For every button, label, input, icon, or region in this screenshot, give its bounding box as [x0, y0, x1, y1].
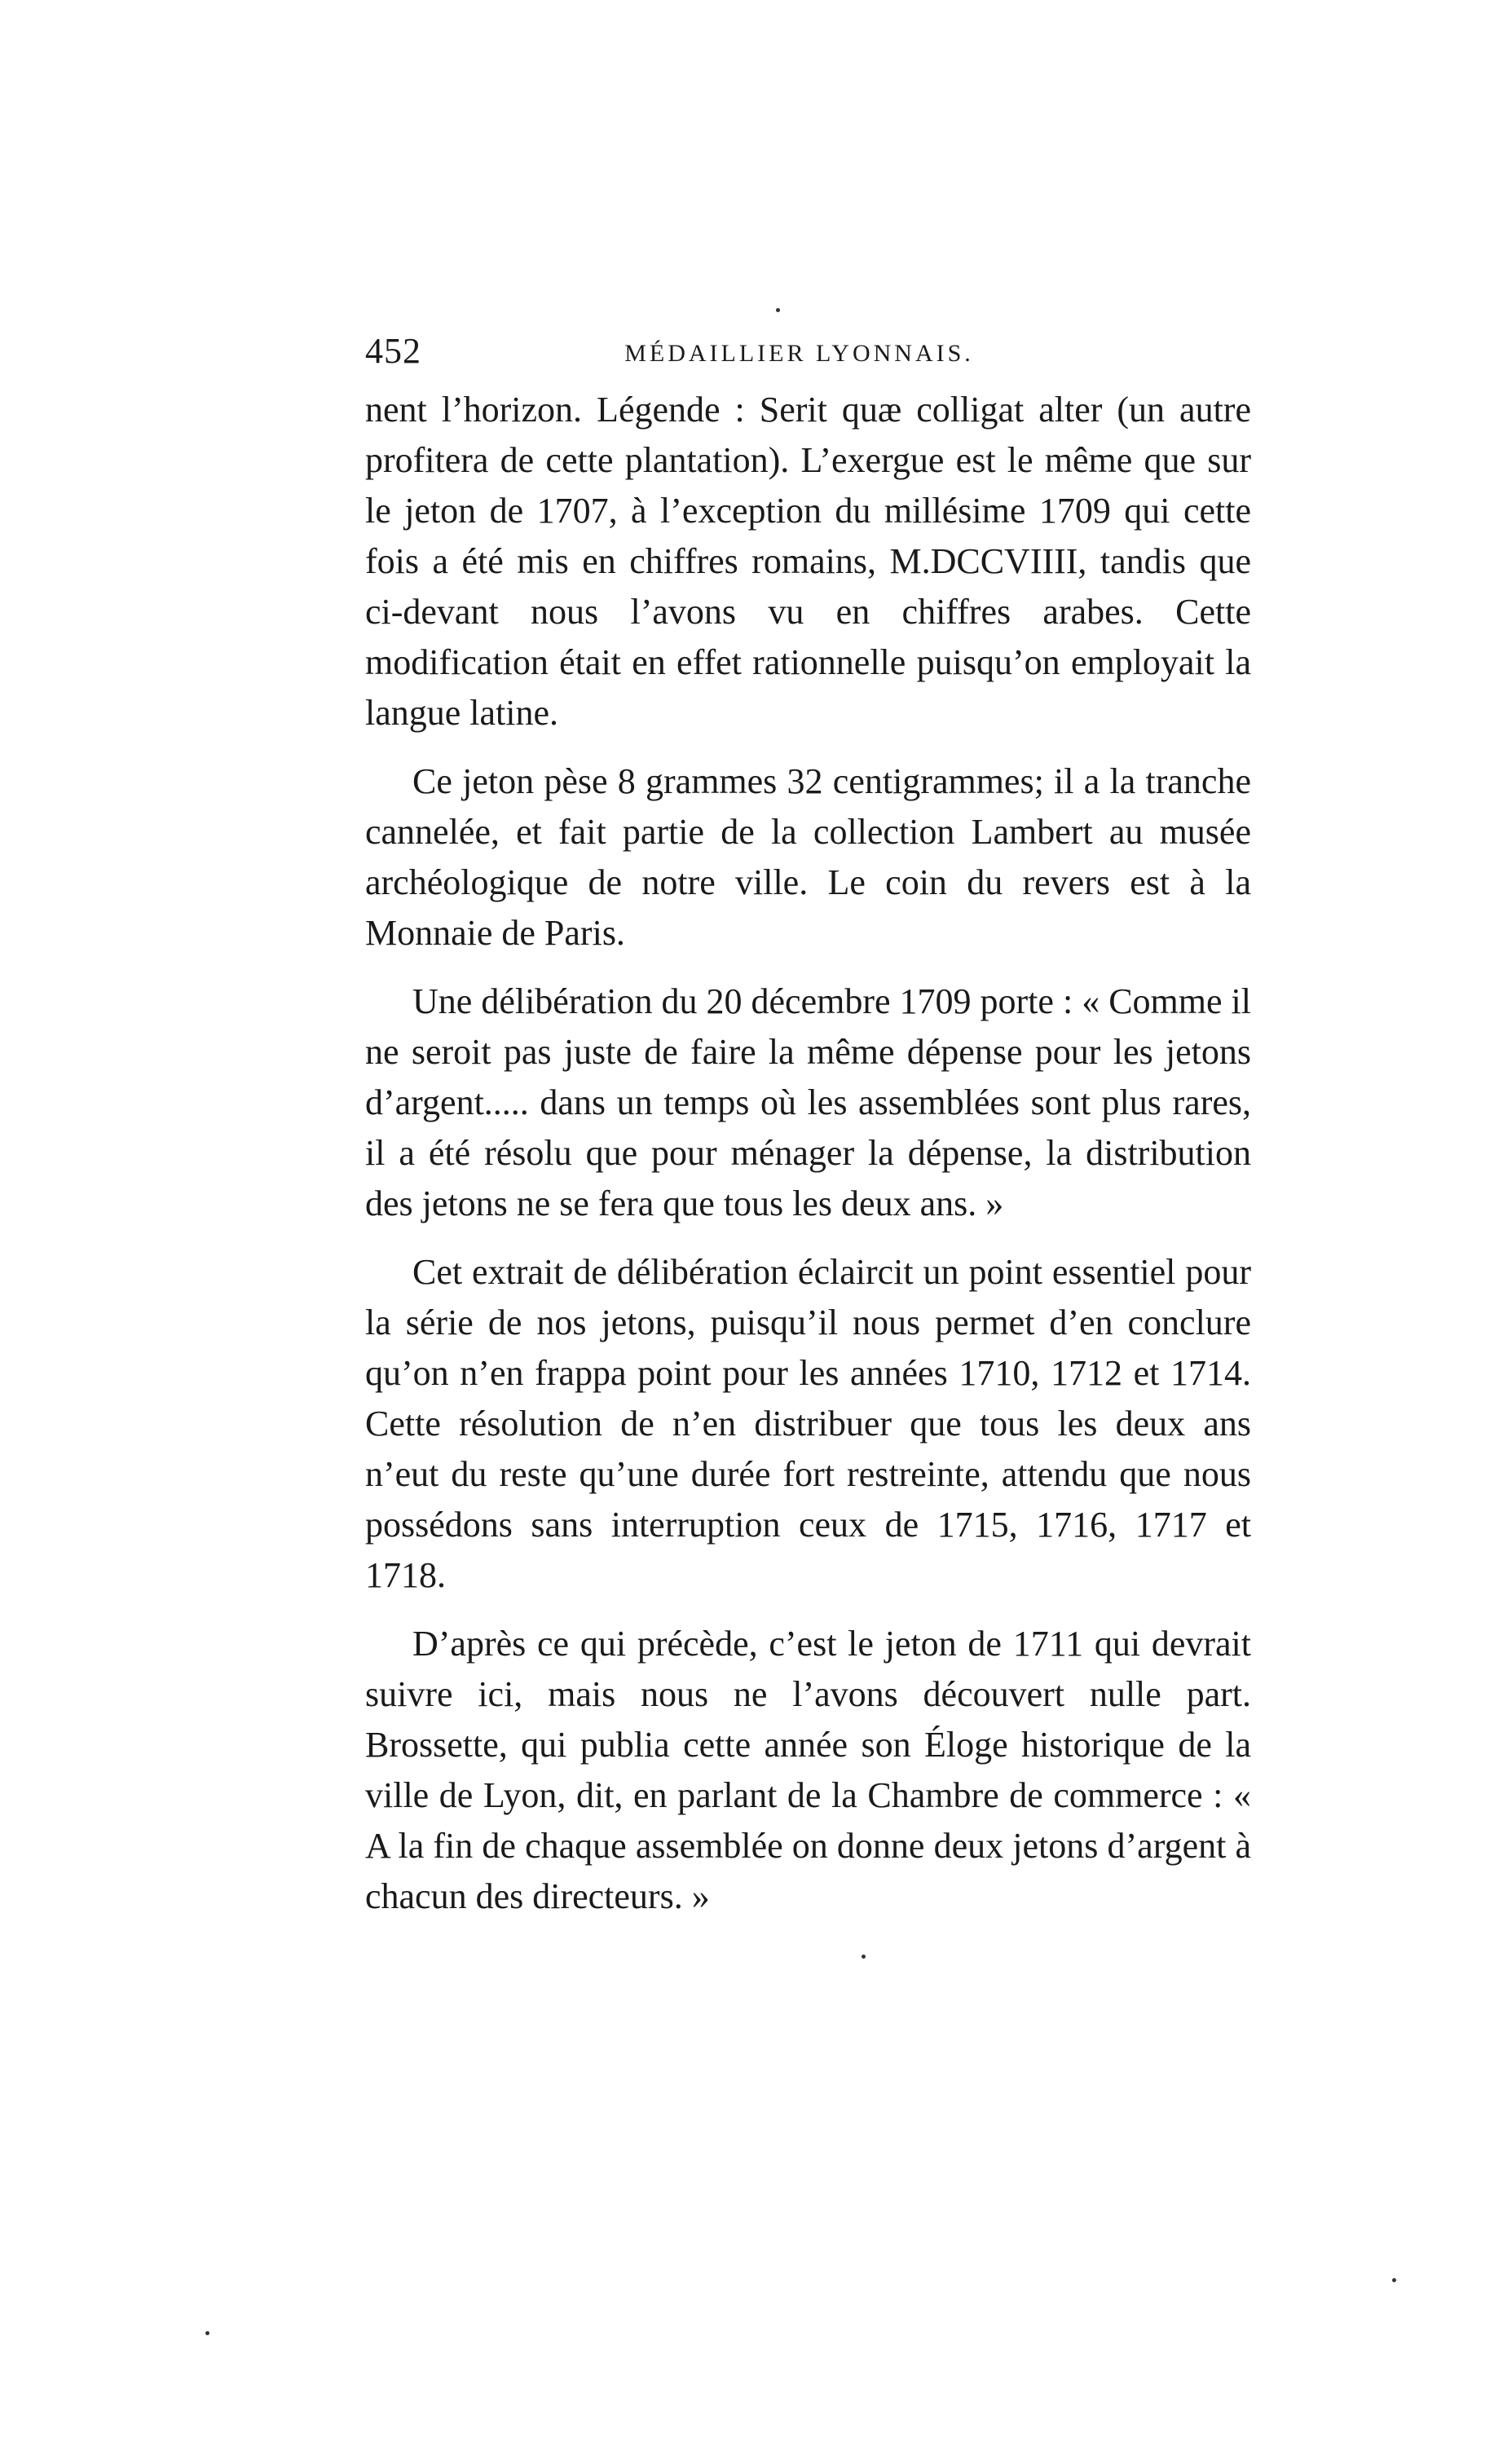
paragraph-deliberation-quote: Une délibération du 20 décembre 1709 porte : « Comme il ne seroit pas juste de faire la même dépense pour les jetons d’argent..... dans un temps où les assemblées sont plus rares, il a été résolu que pour ménager la dépense, la distribution des jetons ne se fera que tous les deux ans. »: [365, 981, 1251, 1223]
paragraph-continuation: nent l’horizon. Légende : Serit quæ colligat alter (un autre profitera de cette plantation). L’exergue est le même que sur le jeton de 1707, à l’exception du millésime 1709 qui cette fois a été mis en chiffres romains, M.DCCVIIII, tandis que ci-devant nous l’avons vu en chiffres arabes. Cette modification était en effet rationnelle puisqu’on employait la langue latine.: [365, 390, 1251, 733]
paper-speck: [776, 308, 780, 312]
paragraph-jeton-weight: Ce jeton pèse 8 grammes 32 centigrammes; il a la tranche cannelée, et fait partie de la collection Lambert au musée archéologique de notre ville. Le coin du revers est à la Monnaie de Paris.: [365, 761, 1251, 953]
paragraph-brossette: D’après ce qui précède, c’est le jeton de 1711 qui devrait suivre ici, mais nous ne l’avons découvert nulle part. Brossette, qui publia cette année son Éloge historique de la ville de Lyon, dit, en parlant de la Chambre de commerce : « A la fin de chaque assemblée on donne deux jetons d’argent à chacun des directeurs. »: [365, 1624, 1251, 1916]
page-header: [365, 330, 1233, 371]
paper-speck: [205, 2331, 209, 2335]
paragraph-deliberation-extract: Cet extrait de délibération éclaircit un point essentiel pour la série de nos jetons, puisqu’il nous permet d’en conclure qu’on n’en frappa point pour les années 1710, 1712 et 1714. Cette résolution de n’en distribuer que tous les deux ans n’eut du reste qu’une durée fort restreinte, attendu que nous possédons sans interruption ceux de 1715, 1716, 1717 et 1718.: [365, 1252, 1251, 1595]
paper-speck: [862, 1955, 866, 1959]
page-number: 452: [365, 331, 421, 371]
running-title: MÉDAILLIER LYONNAIS.: [624, 340, 974, 367]
paper-speck: [1392, 2278, 1396, 2282]
body-text: [365, 385, 1251, 1922]
